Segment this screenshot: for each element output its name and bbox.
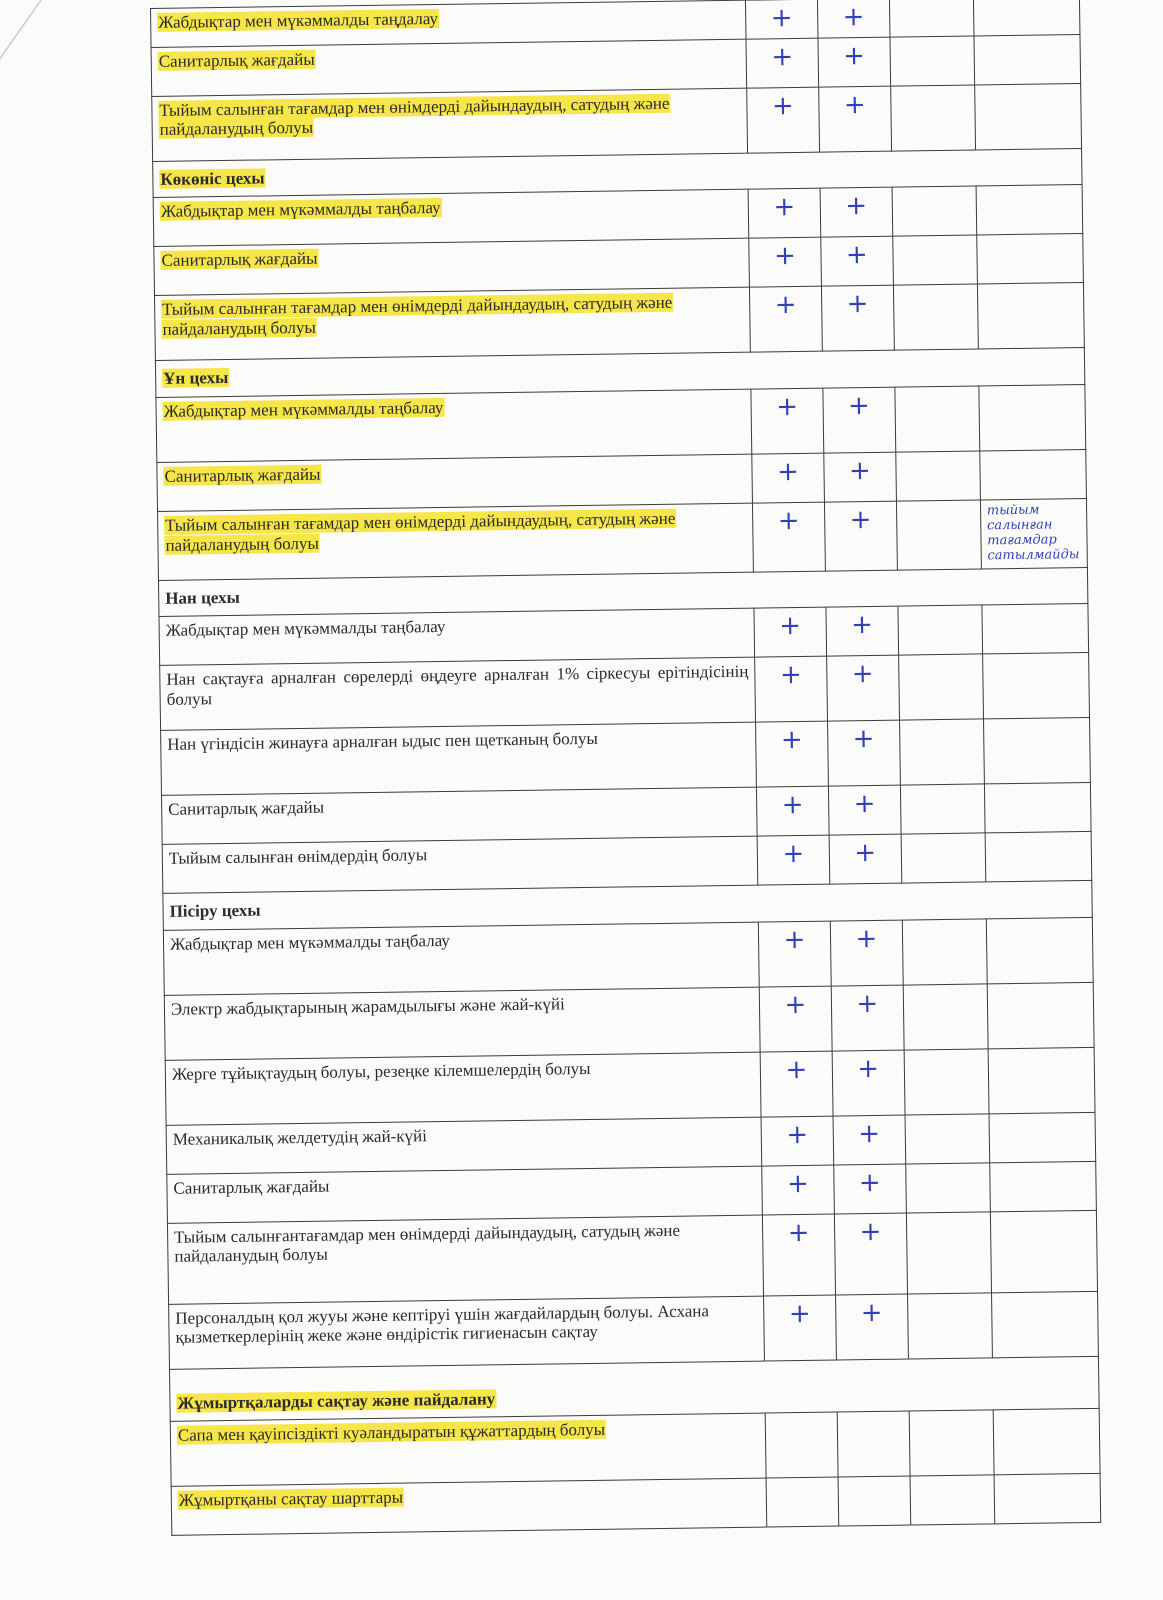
check-mark: + (817, 0, 889, 38)
check-mark: + (746, 0, 818, 39)
check-mark: + (827, 720, 900, 786)
empty-cell (889, 0, 974, 37)
empty-cell (899, 719, 984, 785)
empty-cell (976, 185, 1083, 235)
row-label: Жабдықтар мен мүкәммалды таңбалау (153, 190, 749, 247)
check-mark: + (827, 655, 900, 721)
row-label: Тыйым салынған тағамдар мен өнімдерді дайындаудың, сатудың және пайдаланудың болуы (152, 88, 748, 161)
empty-cell (890, 36, 975, 86)
row-label: Жұмыртқаны сақтау шарттары (171, 1478, 767, 1535)
row-label: Тыйым салынған өнімдердің болуы (162, 836, 758, 893)
empty-cell (892, 186, 977, 236)
check-mark: + (750, 287, 823, 353)
empty-cell (979, 449, 1086, 499)
empty-cell (907, 1293, 992, 1359)
empty-cell (901, 833, 986, 883)
empty-cell (909, 1410, 994, 1476)
row-label: Нан сақтауға арналған сөрелерді өңдеуге арналған 1% сіркесуы ерітіндісінің болуы (160, 657, 756, 730)
check-mark: + (826, 606, 899, 656)
check-mark: + (755, 656, 828, 722)
row-label: Персоналдың қол жууы және кептіруі үшін жағдайлардың болуы. Асхана қызметкерлерінің жеке және өндірістік гигиенасын сақтау (169, 1296, 765, 1369)
section-title: Нан цехы (158, 567, 1087, 617)
empty-cell (974, 83, 1081, 149)
row-label: Жерге тұйықтаудың болуы, резеңке кілемшелердің болуы (165, 1052, 761, 1125)
row-label: Санитарлық жағдайы (151, 39, 747, 96)
check-mark: + (756, 721, 829, 787)
check-mark: + (834, 1164, 907, 1214)
empty-cell (976, 234, 1083, 284)
check-mark: + (834, 1213, 907, 1295)
section-title: Пісіру цехы (163, 881, 1092, 931)
check-mark (837, 1411, 910, 1477)
empty-cell (890, 85, 975, 151)
check-mark: + (752, 453, 825, 503)
check-mark: + (762, 1165, 835, 1215)
check-mark: + (821, 237, 894, 287)
row-label: Жабдықтар мен мүкәммалды таңбалау (156, 389, 752, 462)
check-mark: + (824, 452, 897, 502)
empty-cell (904, 1049, 989, 1115)
empty-cell (982, 604, 1089, 654)
row-label: Тыйым салынғантағамдар мен өнімдерді дайындаудың, сатудың және пайдаланудың болуы (167, 1215, 763, 1304)
check-mark: + (818, 37, 891, 87)
row-label: Жабдықтар мен мүкәммалды таңбалау (163, 922, 759, 995)
empty-cell (989, 1161, 1096, 1211)
section-title: Жұмыртқаларды сақтау және пайдалану (170, 1356, 1100, 1422)
check-mark: + (754, 607, 827, 657)
row-label: Санитарлық жағдайы (167, 1166, 763, 1223)
empty-cell (903, 984, 988, 1050)
section-title: Көкөніс цехы (153, 148, 1082, 198)
row-label: Жабдықтар мен мүкәммалды таңдалау (151, 0, 747, 47)
empty-cell (974, 34, 1081, 84)
empty-cell (905, 1114, 990, 1164)
empty-cell (987, 982, 1094, 1048)
empty-cell (977, 283, 1084, 349)
empty-cell (905, 1163, 990, 1213)
check-mark: + (830, 920, 903, 986)
empty-cell (896, 500, 981, 570)
row-label: Санитарлық жағдайы (154, 239, 750, 296)
empty-cell (893, 284, 978, 350)
check-mark: + (759, 986, 832, 1052)
check-mark: + (833, 1115, 906, 1165)
check-mark: + (757, 835, 830, 885)
empty-cell (993, 1409, 1100, 1475)
row-label: Нан үгіндісін жинауға арналған ыдыс пен щетканың болуы (161, 722, 757, 795)
empty-cell (910, 1475, 995, 1525)
empty-cell (982, 653, 1089, 719)
check-mark: + (746, 38, 819, 88)
check-mark: + (751, 388, 824, 454)
check-mark: + (749, 238, 822, 288)
empty-cell (989, 1112, 1096, 1162)
check-mark: + (831, 985, 904, 1051)
check-mark: + (748, 189, 821, 239)
check-mark: + (832, 1050, 905, 1116)
section-title: Ұн цехы (155, 348, 1084, 398)
check-mark (838, 1476, 911, 1526)
row-label: Электр жабдықтарының жарамдылығы және жай-күйі (164, 987, 760, 1060)
empty-cell (896, 451, 981, 501)
row-label: Сапа мен қауіпсіздікті куәландыратын құжаттардың болуы (170, 1413, 766, 1486)
empty-cell (983, 718, 1090, 784)
empty-cell (979, 384, 1086, 450)
check-mark: + (823, 387, 896, 453)
empty-cell (895, 386, 980, 452)
check-mark: + (819, 86, 892, 152)
empty-cell (994, 1474, 1101, 1524)
check-mark: + (757, 786, 830, 836)
empty-cell (900, 784, 985, 834)
empty-cell (985, 832, 1092, 882)
row-label: Санитарлық жағдайы (161, 787, 757, 844)
check-mark: + (761, 1116, 834, 1166)
check-mark: + (758, 921, 831, 987)
check-mark: + (828, 785, 901, 835)
empty-cell (898, 605, 983, 655)
row-label: Тыйым салынған тағамдар мен өнімдерді дайындаудың, сатудың және пайдаланудың болуы (158, 503, 754, 580)
check-mark: + (764, 1295, 837, 1361)
check-mark: + (753, 502, 826, 572)
check-mark: + (835, 1294, 908, 1360)
empty-cell (991, 1291, 1098, 1357)
empty-cell (906, 1212, 991, 1294)
check-mark: + (820, 188, 893, 238)
row-label: Механикалық желдетудің жай-күйі (166, 1117, 762, 1174)
table-row (158, 498, 1088, 580)
empty-cell (984, 783, 1091, 833)
table-row (167, 1210, 1097, 1304)
empty-cell (986, 917, 1093, 983)
empty-cell (990, 1210, 1097, 1292)
check-mark: + (760, 1051, 833, 1117)
empty-cell (898, 654, 983, 720)
check-mark: + (762, 1214, 835, 1296)
check-mark: + (829, 834, 902, 884)
empty-cell (893, 235, 978, 285)
empty-cell (902, 919, 987, 985)
handwritten-note: тыйым салынған тағамдар сатылмайды (980, 498, 1087, 568)
check-mark (765, 1412, 838, 1478)
row-label: Санитарлық жағдайы (157, 454, 753, 511)
empty-cell (973, 0, 1080, 36)
empty-cell (988, 1047, 1095, 1113)
check-mark: + (821, 286, 894, 352)
check-mark (766, 1477, 839, 1527)
check-mark: + (747, 87, 820, 153)
row-label: Тыйым салынған тағамдар мен өнімдерді дайындаудың, сатудың және пайдаланудың болуы (155, 288, 751, 361)
row-label: Жабдықтар мен мүкәммалды таңбалау (159, 608, 755, 665)
check-mark: + (824, 501, 897, 571)
inspection-checklist-table (150, 0, 1101, 1536)
